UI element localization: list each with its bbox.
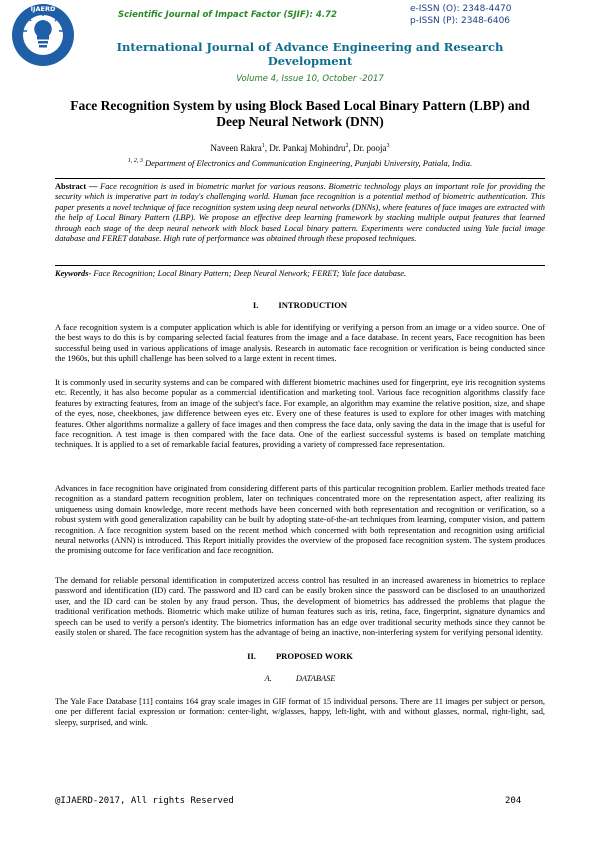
affiliation-text: Department of Electronics and Communication Engineering, Punjabi University, Patiala, India. (144, 158, 473, 168)
subsection-heading-database (55, 674, 545, 683)
subsection-number: A. (264, 674, 272, 683)
author-name: Naveen Rakra (210, 143, 262, 153)
intro-paragraph: It is commonly used in security systems and can be compared with different biometric machines used for fingerprint, eye iris recognition systems etc. Recently, it has also become popular as a commercial identification and marketing tool. Various face recognition algorithms classify face features by extracting features, from an image of the subject's face. For example, an algorithm may examine the relative position, size, and shape of the eyes, nose, cheekbones, jaw difference between eyes etc. Every one of these features is used to explore for other images with matching features. Other algorithms normalize a gallery of face images and then compress the face data, only saving the data in the image that is useful for face recognition. A test image is then compared with the face data. One of the earliest successful systems is based on template matching techniques. It is applied to a set of remarkable facial features, providing a variety of compressed face representation. (55, 378, 545, 450)
pissn: p-ISSN (P): 2348-6406 (410, 16, 511, 26)
logo-text: IJAERD (30, 5, 56, 13)
abstract-bottom-rule (55, 265, 545, 266)
abstract-top-rule (55, 178, 545, 179)
database-paragraph: The Yale Face Database [11] contains 164 gray scale images in GIF format of 15 individual persons. There are 11 images per subject or person, one per different facial expression or formation: center-light, w/glasses, happy, left-light, with and without glasses, normal, right-light, sad, sleepy, surprised, and wink. (55, 697, 545, 727)
keywords-text: - Face Recognition; Local Binary Pattern; Deep Neural Network; FERET; Yale face database. (88, 269, 407, 278)
abstract-label: Abstract — (55, 182, 98, 191)
author-list: Naveen Rakra$^1$, Dr. Pankaj Mohindru$^2$, Dr. pooja$^3$ (210, 143, 390, 153)
section-title: PROPOSED WORK (275, 651, 353, 661)
journal-logo (10, 2, 76, 68)
footer-copyright: @IJAERD-2017, All rights Reserved (55, 796, 234, 806)
section-number: II. (247, 651, 256, 661)
affiliation (55, 158, 545, 168)
page-number: 204 (505, 796, 522, 806)
affiliation-sup: 1, 2, 3 (127, 158, 143, 165)
eissn: e-ISSN (O): 2348-4470 (410, 4, 512, 14)
subsection-title: DATABASE (295, 674, 336, 683)
author-name: Dr. pooja (352, 143, 387, 153)
author-sup: 1 (261, 143, 265, 149)
section-heading-introduction (55, 300, 545, 310)
section-title: INTRODUCTION (278, 300, 348, 310)
abstract-text: Face recognition is used in biometric market for various reasons. Biometric technology plays an important role for providing the security which is imperative part in today's challenging world. Human face recognition is a potential method of biometric authentication. This paper presents a novel technique of face recognition system using deep neural networks (DNNs), where features of face images are extracted with the help of Local Binary Pattern (LBP). We propose an effective deep learning framework by stacking multiple output features that learned through each stage of the deep neural network with block based Local binary pattern. Experiments were conducted using Yale facial image database and FERET database. High rate of performance was obtained through these proposed techniques. (55, 182, 545, 244)
author-sup: 2 (345, 143, 349, 149)
keywords-label: Keywords (55, 269, 89, 278)
intro-paragraph: The demand for reliable personal identification in computerized access control has resulted in an increased awareness in biometrics to replace password and identification (ID) card. The password and ID card can be easily broken since the password can be disclosed to an unauthorized user, and the ID card can be stolen by any fraud person. Thus, the development of biometrics has addressed the problems that plague the traditional verification methods. Biometric which make utilize of human features such as iris, retina, face, fingerprint, signature dynamics and speech can be used to verify a person's identity. The biometrics information has an edge over traditional security methods since they cannot be easily stolen or shared. The face recognition system has the advantage of being an inactive, non-interfering system for verifying personal identity. (55, 576, 545, 638)
intro-paragraph: Advances in face recognition have originated from considering different parts of this particular recognition problem. Earlier methods treated face recognition as a standard pattern recognition problem, later on techniques concentrated more on the representation aspect, after realizing its uniqueness using domain knowledge, more recent methods have been concerned with both representation and recognition or verification, so a robust system with good generalization capability can be built by adopting state-of-the-art techniques from learning, computer vision, and pattern recognition. A face recognition system based on the recent method which concerned with both representation and recognition using artificial neural networks (ANN) is introduced. This Report initially provides the overview of the proposed face recognition system. The system produces the promising outcome for face verification and face recognition. (55, 484, 545, 556)
sjif-impact-factor: Scientific Journal of Impact Factor (SJIF): 4.72 (118, 10, 337, 20)
keywords (55, 269, 545, 278)
section-heading-proposed-work (55, 651, 545, 661)
volume-issue: Volume 4, Issue 10, October -2017 (236, 74, 384, 84)
abstract (55, 182, 545, 244)
section-number: I. (252, 300, 259, 310)
intro-paragraph: A face recognition system is a computer application which is able for identifying or verifying a person from an image or a video source. One of the best ways to do this is by comparing selected facial features from the image and a face database. In recent years, Face recognition has been successful being used in various applications of image analysis. Research in automatic face recognition or verification is being conducted since the 1960s, but this uphill challenge has been solved to a large extent in recent times. (55, 323, 545, 364)
author-sup: 3 (386, 143, 390, 149)
author-name: Dr. Pankaj Mohindru (269, 143, 346, 153)
paper-title: Face Recognition System by using Block Based Local Binary Pattern (LBP) and Deep Neural Network (DNN) (70, 98, 530, 129)
journal-name: International Journal of Advance Engineering and Research Development (116, 40, 504, 68)
issn-block (410, 3, 512, 27)
